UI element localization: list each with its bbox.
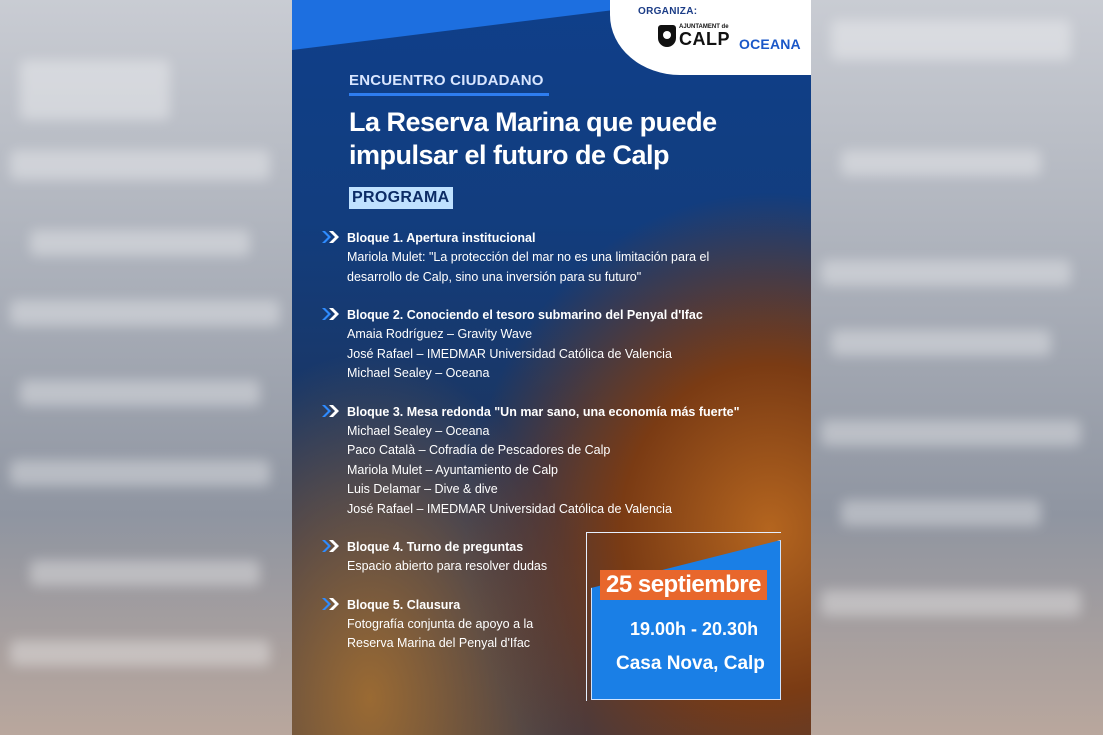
block-title: Bloque 3. Mesa redonda "Un mar sano, una economía más fuerte"	[347, 404, 740, 419]
block-title: Bloque 1. Apertura institucional	[347, 231, 536, 245]
chevron-right-icon	[322, 231, 340, 243]
calp-logo-text: CALP	[679, 29, 730, 49]
organiza-label: ORGANIZA:	[638, 6, 698, 17]
block-line: Mariola Mulet: "La protección del mar no es una limitación para el	[347, 250, 710, 264]
block-line: desarrollo de Calp, sino una inversión para su futuro"	[347, 269, 642, 284]
chevron-right-icon	[322, 405, 340, 417]
chevron-right-icon	[322, 308, 340, 320]
event-date: 25 septiembre	[600, 570, 767, 600]
event-kicker: ENCUENTRO CIUDADANO	[349, 72, 549, 96]
chevron-right-icon	[322, 598, 340, 610]
event-place: Casa Nova, Calp	[616, 653, 765, 674]
block-line: Michael Sealey – Oceana	[347, 423, 490, 438]
block-title: Bloque 5. Clausura	[347, 597, 461, 612]
program-block-1	[322, 229, 742, 287]
chevron-right-icon	[322, 540, 340, 552]
blurred-background-left	[0, 0, 292, 735]
program-block-3	[322, 403, 742, 520]
program-block-2	[322, 306, 742, 384]
block-line: José Rafael – IMEDMAR Universidad Católica de Valencia	[347, 501, 672, 516]
poster-title	[349, 106, 729, 172]
oceana-logo: OCEANA	[739, 36, 801, 52]
event-time: 19.00h - 20.30h	[630, 619, 759, 639]
top-blue-wedge	[292, 0, 622, 50]
calp-logo	[658, 24, 730, 48]
calp-logo-small-text: AJUNTAMENT de	[679, 24, 729, 30]
block-line: Mariola Mulet – Ayuntamiento de Calp	[347, 462, 558, 477]
event-poster	[292, 0, 811, 735]
block-line: Amaia Rodríguez – Gravity Wave	[347, 327, 533, 341]
block-title: Bloque 4. Turno de preguntas	[347, 540, 524, 554]
block-line: Reserva Marina del Penyal d'Ifac	[347, 636, 531, 650]
title-line-2: impulsar el futuro de Calp	[349, 140, 670, 170]
block-title: Bloque 2. Conociendo el tesoro submarino del Penyal d'Ifac	[347, 308, 703, 322]
block-line: Luis Delamar – Dive & dive	[347, 482, 498, 496]
blurred-background-right	[811, 0, 1103, 735]
block-line: Fotografía conjunta de apoyo a la	[347, 616, 534, 631]
block-line: Paco Català – Cofradía de Pescadores de Calp	[347, 443, 611, 457]
block-line: Espacio abierto para resolver dudas	[347, 559, 548, 573]
calp-shield-icon	[658, 25, 676, 47]
block-line: José Rafael – IMEDMAR Universidad Católica de Valencia	[347, 346, 672, 361]
block-line: Michael Sealey – Oceana	[347, 366, 490, 380]
title-line-1: La Reserva Marina que puede	[349, 107, 717, 137]
programa-label: PROGRAMA	[349, 187, 453, 209]
